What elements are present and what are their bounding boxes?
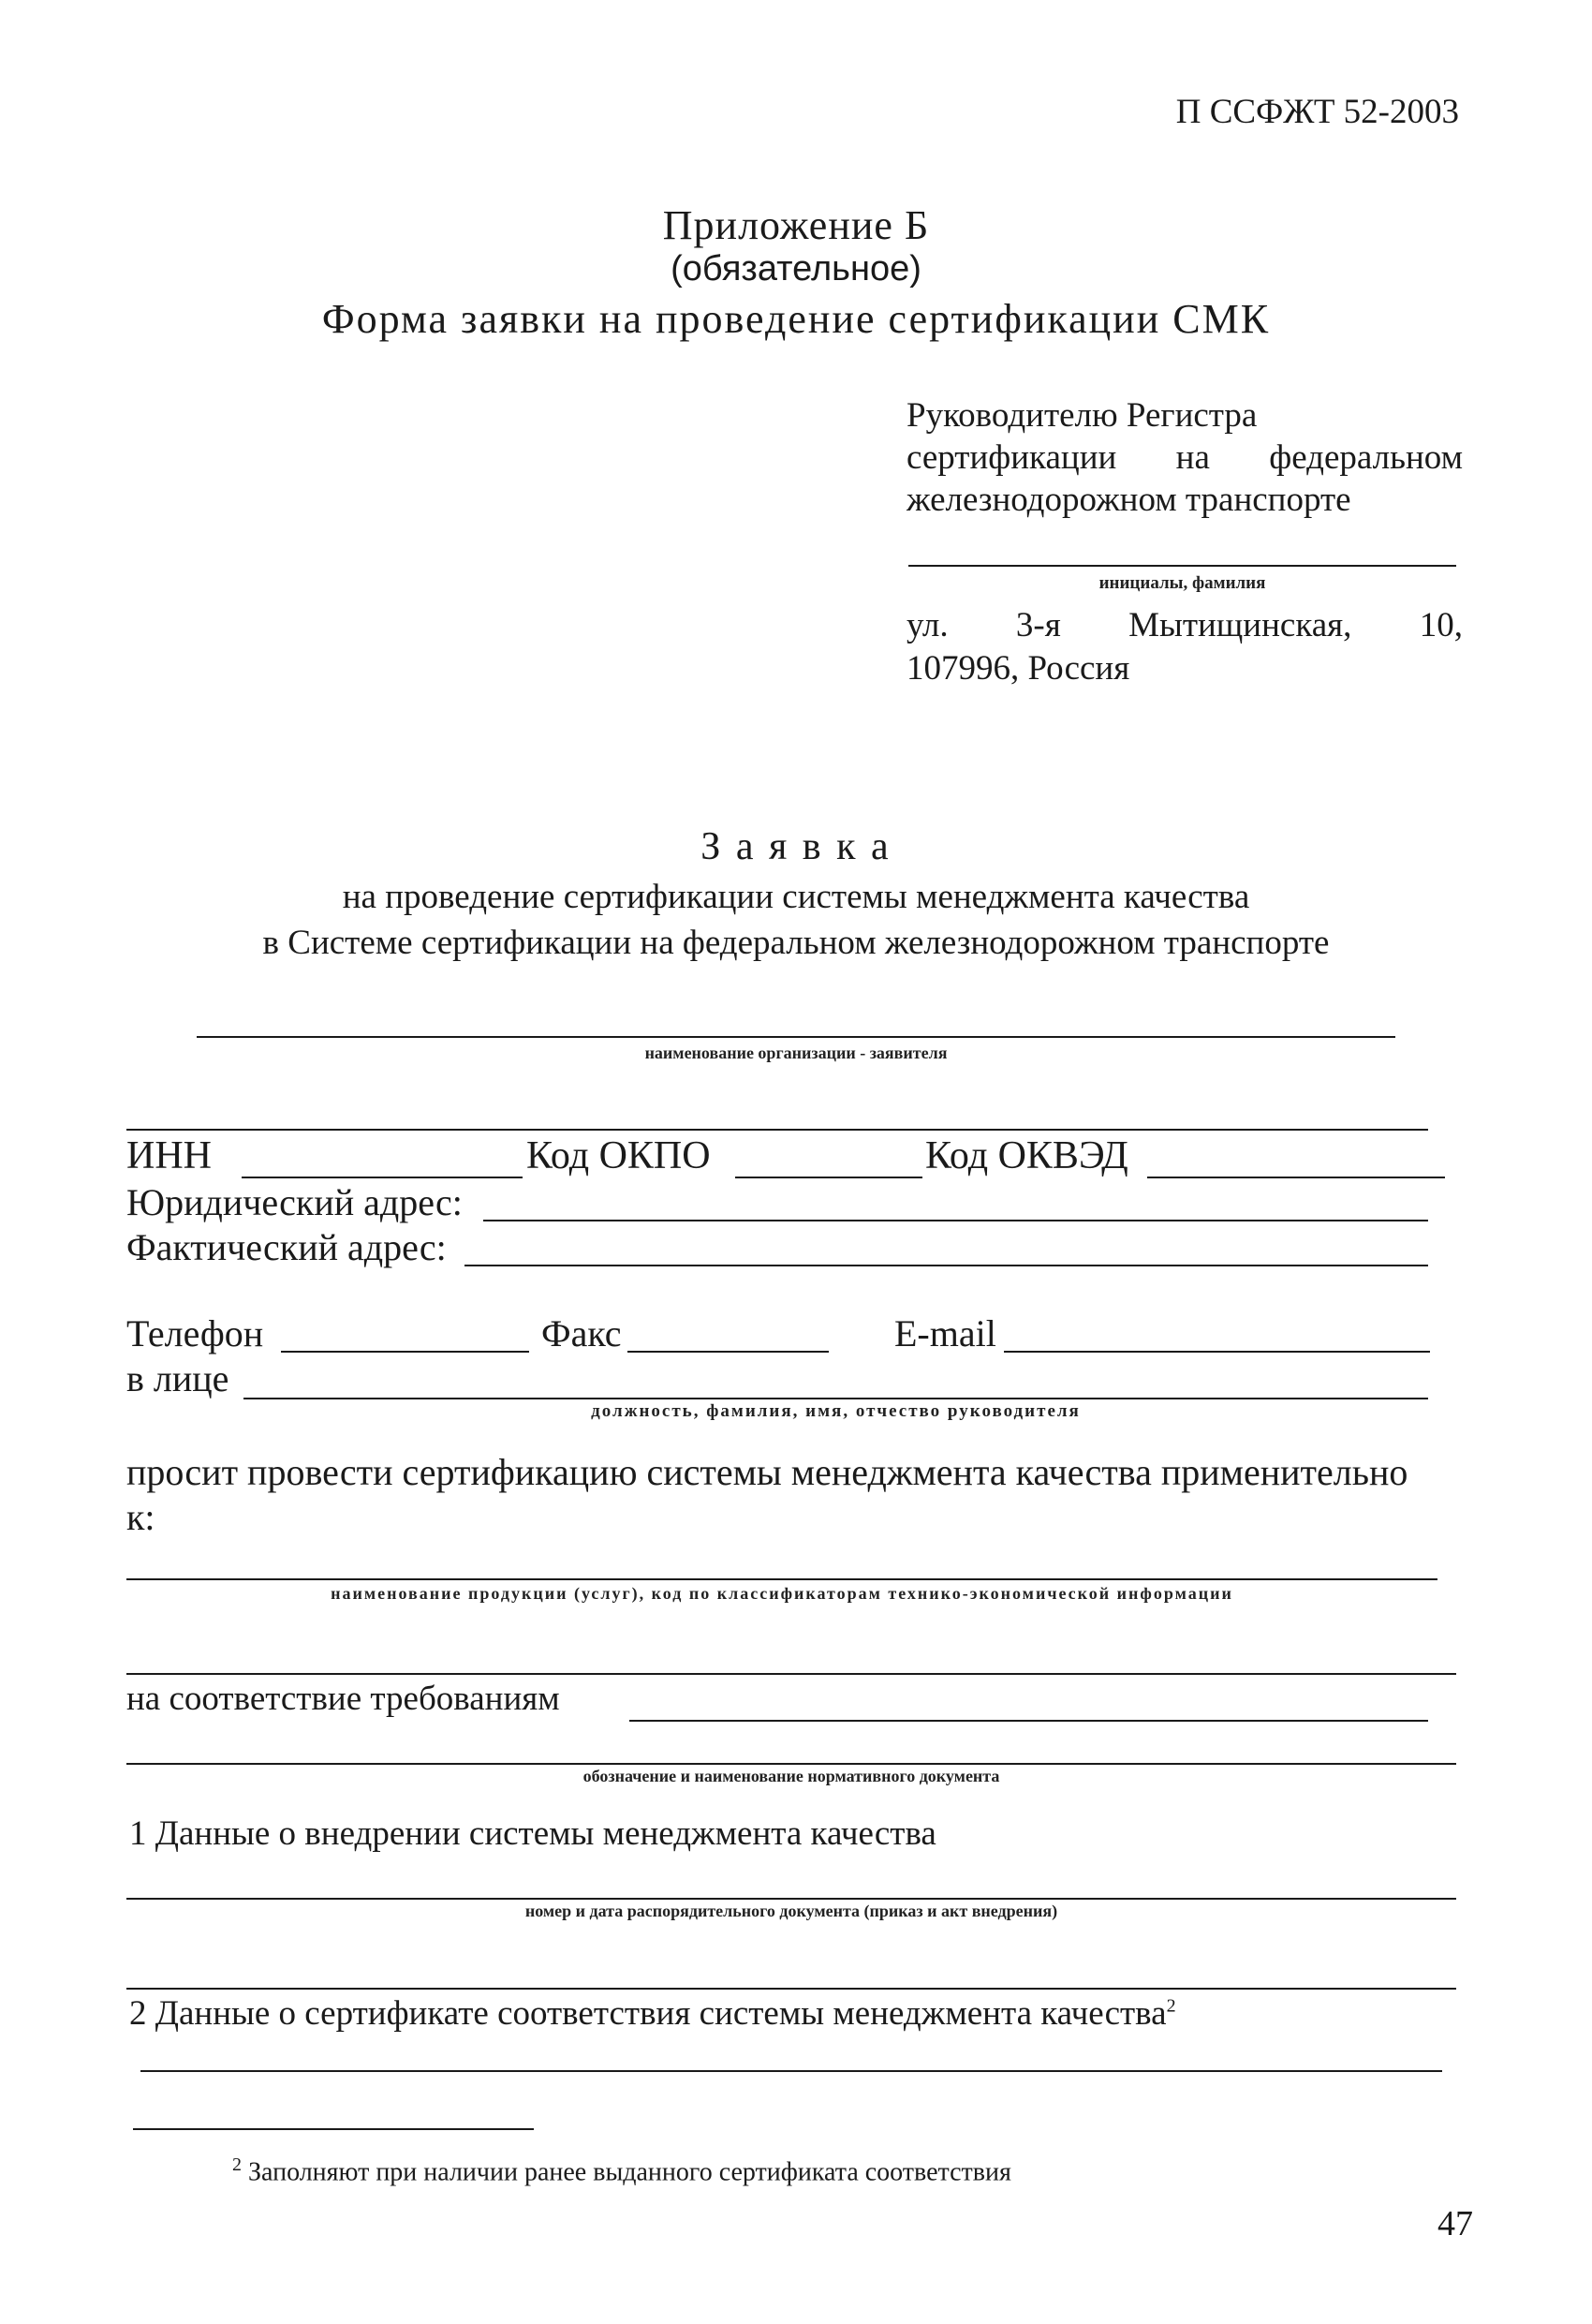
phone-label: Телефон bbox=[126, 1312, 264, 1354]
section-2-title bbox=[129, 1993, 1176, 2034]
application-subtitle-1: на проведение сертификации системы менеджмента качества bbox=[342, 878, 1250, 916]
compliance-field[interactable] bbox=[629, 1720, 1428, 1722]
document-code: П ССФЖТ 52-2003 bbox=[1175, 93, 1459, 131]
phone-field[interactable] bbox=[281, 1351, 529, 1353]
fax-field[interactable] bbox=[627, 1351, 829, 1353]
product-name-line[interactable] bbox=[126, 1578, 1437, 1580]
request-text-line-1: просит провести сертификацию системы менеджмента качества применительно bbox=[126, 1451, 1408, 1493]
fax-label: Факс bbox=[541, 1312, 622, 1354]
footnote-mark: 2 bbox=[232, 2154, 242, 2175]
organization-extra-line bbox=[126, 1129, 1428, 1131]
section-2-footnote-ref: 2 bbox=[1166, 1995, 1176, 2017]
organization-name-caption: наименование организации - заявителя bbox=[644, 1044, 948, 1062]
email-label: E-mail bbox=[894, 1312, 996, 1354]
okved-label: Код ОКВЭД bbox=[925, 1134, 1128, 1177]
represented-by-caption: должность, фамилия, имя, отчество руководителя bbox=[591, 1401, 1081, 1421]
okpo-field[interactable] bbox=[735, 1177, 922, 1178]
section-1-caption: номер и дата распорядительного документа (приказ и акт внедрения) bbox=[524, 1902, 1058, 1920]
product-name-caption: наименование продукции (услуг), код по классификаторам технико-экономической информации bbox=[331, 1584, 1233, 1603]
legal-address-field[interactable] bbox=[483, 1220, 1428, 1221]
addressee-name-caption: инициалы, фамилия bbox=[1098, 573, 1266, 593]
section-2-title-text: 2 Данные о сертификате соответствия системы менеджмента качества bbox=[129, 1994, 1167, 2033]
section-2-line[interactable] bbox=[140, 2070, 1442, 2072]
page-number: 47 bbox=[1437, 2204, 1473, 2243]
form-title: Форма заявки на проведение сертификации СМК bbox=[321, 296, 1271, 342]
inn-field[interactable] bbox=[242, 1177, 523, 1178]
actual-address-label: Фактический адрес: bbox=[126, 1226, 447, 1268]
actual-address-field[interactable] bbox=[464, 1265, 1428, 1266]
norm-document-caption: обозначение и наименование нормативного документа bbox=[582, 1767, 1000, 1785]
legal-address-label: Юридический адрес: bbox=[126, 1181, 463, 1223]
section-1-title: 1 Данные о внедрении системы менеджмента качества bbox=[129, 1814, 936, 1853]
inn-label: ИНН bbox=[126, 1134, 212, 1177]
addressee-line-3: железнодорожном транспорте bbox=[907, 481, 1351, 519]
norm-document-line[interactable] bbox=[126, 1763, 1456, 1765]
request-text-line-2: к: bbox=[126, 1496, 155, 1538]
addressee-name-line bbox=[908, 565, 1456, 567]
okved-field[interactable] bbox=[1147, 1177, 1445, 1178]
application-subtitle-2: в Системе сертификации на федеральном железнодорожном транспорте bbox=[262, 924, 1330, 962]
appendix-status: (обязательное) bbox=[671, 249, 921, 289]
addressee-line-1: Руководителю Регистра bbox=[907, 396, 1258, 435]
section-1-line[interactable] bbox=[126, 1898, 1456, 1900]
section-1-extra-line[interactable] bbox=[126, 1988, 1456, 1990]
footnote-separator bbox=[133, 2128, 534, 2130]
product-extra-line[interactable] bbox=[126, 1673, 1456, 1675]
footnote bbox=[232, 2154, 1011, 2187]
appendix-title: Приложение Б bbox=[662, 202, 930, 248]
represented-by-label: в лице bbox=[126, 1357, 229, 1399]
addressee-line-2: сертификации на федеральном bbox=[907, 438, 1463, 477]
organization-name-line bbox=[197, 1036, 1395, 1038]
represented-by-field[interactable] bbox=[243, 1398, 1428, 1399]
footnote-text: Заполняют при наличии ранее выданного сертификата соответствия bbox=[248, 2157, 1011, 2187]
addressee-street: ул. 3-я Мытищинская, 10, bbox=[907, 606, 1463, 644]
compliance-label: на соответствие требованиям bbox=[126, 1680, 560, 1718]
addressee-city: 107996, Россия bbox=[907, 649, 1130, 688]
okpo-label: Код ОКПО bbox=[526, 1134, 711, 1177]
application-heading: З а я в к а bbox=[700, 825, 892, 868]
email-field[interactable] bbox=[1004, 1351, 1430, 1353]
